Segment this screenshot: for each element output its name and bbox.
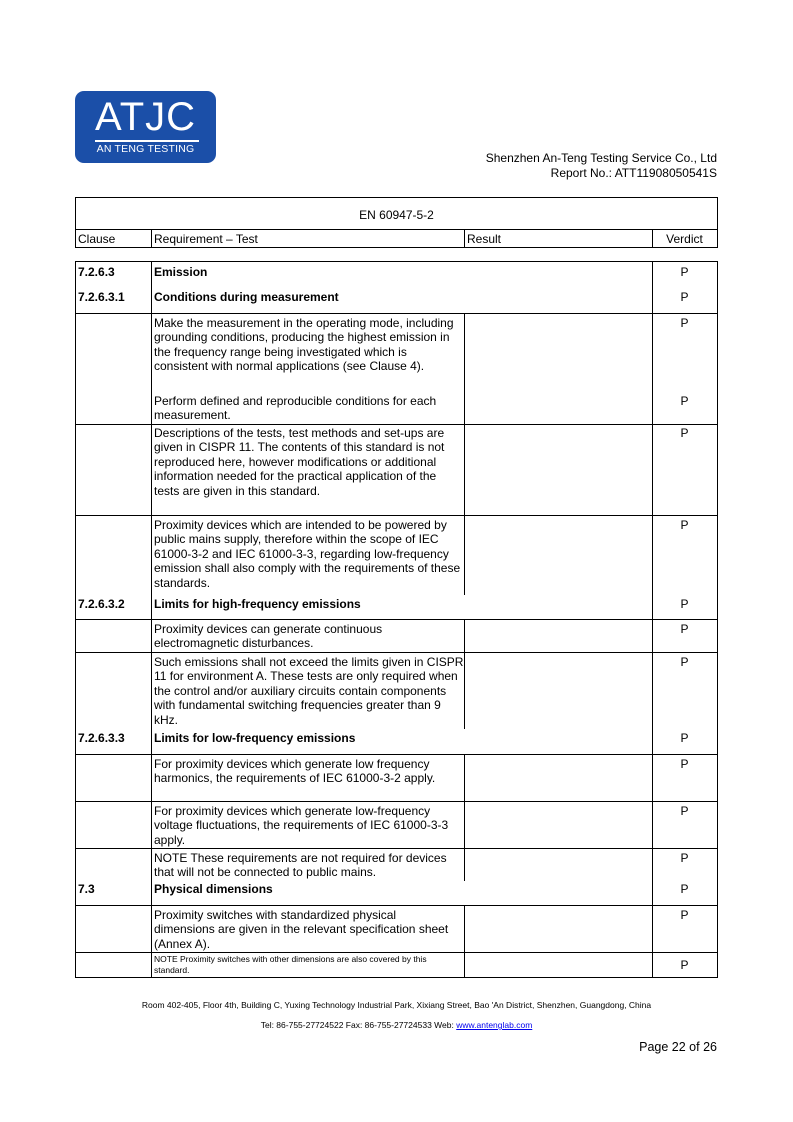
verdict: P — [680, 290, 689, 304]
requirement-heading: Conditions during measurement — [154, 290, 339, 304]
divider — [75, 197, 76, 248]
company-name: Shenzhen An-Teng Testing Service Co., Ltd — [485, 151, 717, 165]
logo-subtitle: AN TENG TESTING — [96, 143, 195, 155]
divider — [464, 619, 465, 729]
verdict: P — [680, 757, 689, 771]
requirement-text: For proximity devices which generate low frequency harmonics, the requirements of IEC 61000-3-2 apply. — [154, 757, 436, 786]
requirement-text: Perform defined and reproducible conditions for each measurement. — [154, 394, 437, 423]
divider — [75, 977, 718, 978]
requirement-text: Descriptions of the tests, test methods and set-ups are given in CISPR 11. The contents of this standard is not reproduced here, however modifications or additional information needed for the practical application of the tests are given in this standard. — [154, 426, 445, 498]
divider — [75, 619, 718, 620]
requirement-heading: Limits for low-frequency emissions — [154, 731, 356, 745]
verdict: P — [680, 655, 689, 669]
verdict: P — [680, 622, 689, 636]
verdict: P — [680, 958, 689, 972]
divider — [75, 247, 718, 248]
divider — [464, 754, 465, 881]
divider — [75, 229, 718, 230]
clause-number: 7.2.6.3 — [78, 265, 115, 279]
clause-number: 7.2.6.3.2 — [78, 597, 125, 611]
divider — [464, 313, 465, 595]
clause-number: 7.3 — [78, 882, 95, 896]
requirement-heading: Emission — [154, 265, 208, 279]
standard-title: EN 60947-5-2 — [359, 208, 434, 222]
requirement-text: NOTE These requirements are not required for devices that will not be connected to public mains. — [154, 851, 447, 880]
divider — [464, 229, 465, 248]
verdict: P — [680, 394, 689, 408]
requirement-text: Proximity switches with standardized physical dimensions are given in the relevant specification sheet (Annex A). — [154, 908, 449, 951]
verdict: P — [680, 265, 689, 279]
verdict: P — [680, 316, 689, 330]
verdict: P — [680, 518, 689, 532]
requirement-text: Proximity devices which are intended to be powered by public mains supply, therefore within the scope of IEC 61000-3-2 and IEC 61000-3-3, regarding low-frequency emission shall also comply with the requirements of these standards. — [154, 518, 461, 590]
divider — [75, 801, 718, 802]
footer-address: Room 402-405, Floor 4th, Building C, Yuxing Technology Industrial Park, Xixiang Street, Bao 'An District, Shenzhen, Guangdong, China — [141, 1000, 652, 1010]
divider — [75, 848, 718, 849]
divider — [75, 905, 718, 906]
divider — [75, 261, 718, 262]
verdict: P — [680, 882, 689, 896]
column-header-verdict: Verdict — [666, 232, 703, 246]
requirement-text: Such emissions shall not exceed the limits given in CISPR 11 for environment A. These tests are only required when the control and/or auxiliary circuits contain components with fundamental switching frequencies greater than 9 kHz. — [154, 655, 464, 727]
verdict: P — [680, 597, 689, 611]
divider — [151, 229, 152, 248]
divider — [75, 515, 718, 516]
divider — [75, 652, 718, 653]
divider — [464, 905, 465, 978]
divider — [75, 754, 718, 755]
divider — [75, 952, 718, 953]
requirement-note: NOTE Proximity switches with other dimensions are also covered by this standard. — [154, 954, 427, 975]
footer-tel-fax: Tel: 86-755-27724522 Fax: 86-755-27724533 Web: — [260, 1020, 457, 1030]
requirement-heading: Limits for high-frequency emissions — [154, 597, 361, 611]
clause-number: 7.2.6.3.3 — [78, 731, 125, 745]
requirement-text: Proximity devices can generate continuous electromagnetic disturbances. — [154, 622, 383, 651]
page-number: Page 22 of 26 — [639, 1040, 717, 1054]
requirement-heading: Physical dimensions — [154, 882, 273, 896]
divider — [75, 424, 718, 425]
website-link[interactable]: www.antenglab.com — [456, 1020, 533, 1030]
verdict: P — [680, 731, 689, 745]
report-number: Report No.: ATT11908050541S — [550, 166, 717, 180]
column-header-clause: Clause — [78, 232, 116, 246]
footer-contact — [0, 1020, 793, 1030]
verdict: P — [680, 426, 689, 440]
divider — [75, 313, 718, 314]
logo-rule — [95, 140, 199, 142]
company-logo — [75, 91, 216, 163]
column-header-requirement: Requirement – Test — [154, 232, 258, 246]
clause-number: 7.2.6.3.1 — [78, 290, 125, 304]
verdict: P — [680, 851, 689, 865]
divider — [717, 197, 718, 248]
verdict: P — [680, 908, 689, 922]
column-header-result: Result — [467, 232, 502, 246]
verdict: P — [680, 804, 689, 818]
requirement-text: Make the measurement in the operating mode, including grounding conditions, producing the highest emission in the frequency range being investigated which is consistent with normal applications (see Clause 4). — [154, 316, 454, 374]
divider — [75, 197, 718, 198]
logo-text: ATJC — [94, 95, 197, 139]
requirement-text: For proximity devices which generate low-frequency voltage fluctuations, the requirements of IEC 61000-3-3 apply. — [154, 804, 449, 847]
